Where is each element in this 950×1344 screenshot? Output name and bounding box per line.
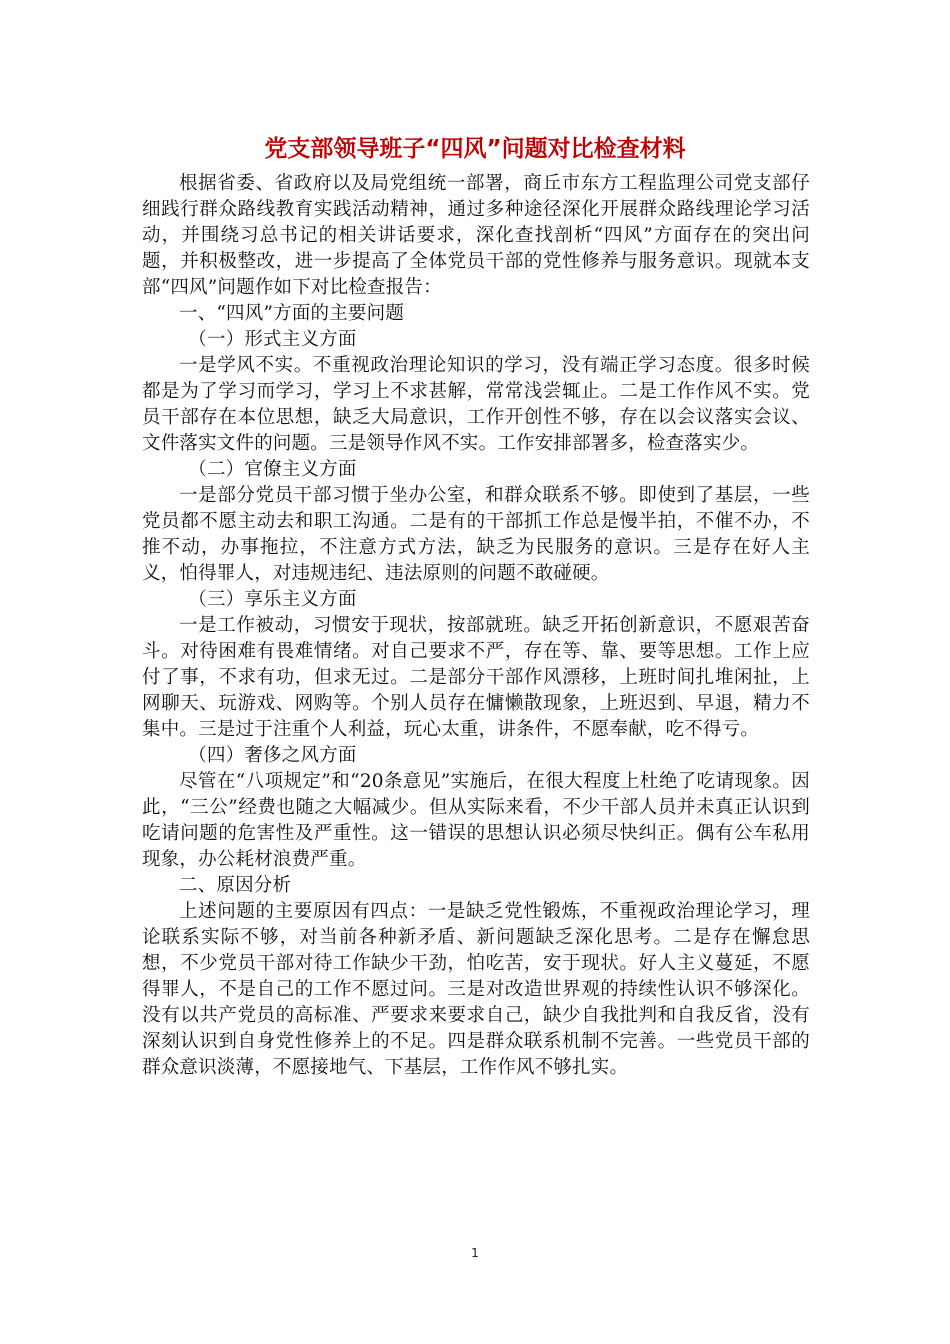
paragraph-bureaucratism: 一是部分党员干部习惯于坐办公室，和群众联系不够。即使到了基层，一些党员都不愿主动去和职工沟通。二是有的干部抓工作总是慢半拍，不催不办，不推不动，办事拖拉，不注意方式方法，缺乏为民服务的意识。三是存在好人主义，怕得罪人，对违规违纪、违法原则的问题不敢碰硬。: [142, 485, 810, 584]
paragraph-formalism: 一是学风不实。不重视政治理论知识的学习，没有端正学习态度。很多时候都是为了学习而学习，学习上不求甚解，常常浅尝辄止。二是工作作风不实。党员干部存在本位思想，缺乏大局意识，工作开创性不够，存在以会议落实会议、文件落实文件的问题。三是领导作风不实。工作安排部署多，检查落实少。: [142, 355, 810, 454]
section-heading-problems: 一、“四风”方面的主要问题: [179, 303, 405, 324]
document-title: 党支部领导班子“四风”问题对比检查材料: [264, 136, 686, 162]
paragraph-intro: 根据省委、省政府以及局党组统一部署，商丘市东方工程监理公司党支部仔细践行群众路线教育实践活动精神，通过多种途径深化开展群众路线理论学习活动，并围绕习总书记的相关讲话要求，深化查找剖析“四风”方面存在的突出问题，并积极整改，进一步提高了全体党员干部的党性修养与服务意识。现就本支部“四风”问题作如下对比检查报告：: [142, 173, 810, 298]
page-number: 1: [471, 1246, 479, 1260]
paragraph-extravagance: 尽管在“八项规定”和“20条意见”实施后，在很大程度上杜绝了吃请现象。因此，“三公”经费也随之大幅减少。但从实际来看，不少干部人员并未真正认识到吃请问题的危害性及严重性。这一错误的思想认识必须尽快纠正。偶有公车私用现象，办公耗材浪费严重。: [142, 771, 810, 870]
subheading-formalism: （一）形式主义方面: [188, 329, 357, 350]
paragraph-causes: 上述问题的主要原因有四点：一是缺乏党性锻炼，不重视政治理论学习，理论联系实际不够，对当前各种新矛盾、新问题缺乏深化思考。二是存在懈怠思想，不少党员干部对待工作缺少干劲，怕吃苦，安于现状。好人主义蔓延，不愿得罪人，不是自己的工作不愿过问。三是对改造世界观的持续性认识不够深化。没有以共产党员的高标准、严要求来要求自己，缺少自我批判和自我反省，没有深刻认识到自身党性修养上的不足。四是群众联系机制不完善。一些党员干部的群众意识淡薄，不愿接地气、下基层，工作作风不够扎实。: [142, 901, 810, 1078]
subheading-hedonism: （三）享乐主义方面: [188, 589, 357, 610]
subheading-extravagance: （四）奢侈之风方面: [188, 745, 357, 766]
subheading-bureaucratism: （二）官僚主义方面: [188, 459, 357, 480]
section-heading-causes: 二、原因分析: [179, 875, 292, 896]
document-body: [142, 171, 810, 1081]
paragraph-hedonism: 一是工作被动，习惯安于现状，按部就班。缺乏开拓创新意识，不愿艰苦奋斗。对待困难有畏难情绪。对自己要求不严，存在等、靠、要等思想。工作上应付了事，不求有功，但求无过。二是部分干部作风漂移，上班时间扎堆闲扯，上网聊天、玩游戏、网购等。个别人员存在慵懒散现象，上班迟到、早退，精力不集中。三是过于注重个人利益，玩心太重，讲条件，不愿奉献，吃不得亏。: [142, 615, 810, 740]
